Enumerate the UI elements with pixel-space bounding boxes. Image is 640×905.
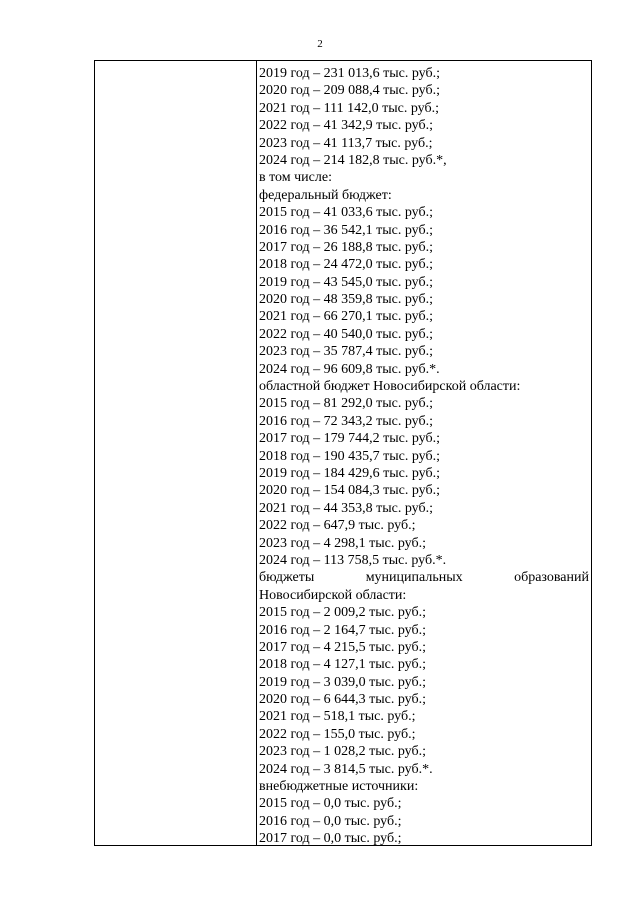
funding-line: 2024 год – 214 182,8 тыс. руб.*, (259, 152, 447, 168)
funding-line: 2022 год – 155,0 тыс. руб.; (259, 726, 416, 742)
funding-line: 2017 год – 0,0 тыс. руб.; (259, 831, 402, 847)
funding-line: 2022 год – 41 342,9 тыс. руб.; (259, 118, 433, 134)
funding-line: 2018 год – 190 435,7 тыс. руб.; (259, 448, 440, 464)
table-left-cell (95, 61, 256, 845)
page-number: 2 (317, 38, 323, 50)
funding-line: 2018 год – 24 472,0 тыс. руб.; (259, 257, 433, 273)
funding-line: 2015 год – 41 033,6 тыс. руб.; (259, 205, 433, 221)
funding-line: 2016 год – 0,0 тыс. руб.; (259, 813, 402, 829)
funding-lines-group-a (259, 65, 589, 569)
funding-line: 2021 год – 518,1 тыс. руб.; (259, 709, 416, 725)
funding-line: внебюджетные источники: (259, 779, 419, 795)
funding-line: федеральный бюджет: (259, 187, 392, 203)
funding-line: областной бюджет Новосибирской области: (259, 379, 521, 395)
funding-lines-group-b (259, 587, 589, 848)
funding-line: 2017 год – 179 744,2 тыс. руб.; (259, 431, 440, 447)
funding-line: 2017 год – 4 215,5 тыс. руб.; (259, 639, 426, 655)
table-right-cell (259, 65, 589, 848)
funding-line: 2019 год – 43 545,0 тыс. руб.; (259, 274, 433, 290)
funding-line: 2023 год – 1 028,2 тыс. руб.; (259, 744, 426, 760)
justified-word: бюджеты (259, 570, 315, 586)
funding-line: 2021 год – 66 270,1 тыс. руб.; (259, 309, 433, 325)
funding-line: 2020 год – 48 359,8 тыс. руб.; (259, 292, 433, 308)
funding-line: 2016 год – 36 542,1 тыс. руб.; (259, 222, 433, 238)
funding-line: 2021 год – 111 142,0 тыс. руб.; (259, 100, 439, 116)
funding-line: 2019 год – 231 013,6 тыс. руб.; (259, 66, 440, 81)
funding-line: 2024 год – 3 814,5 тыс. руб.*. (259, 761, 433, 777)
funding-line: 2022 год – 647,9 тыс. руб.; (259, 518, 416, 534)
funding-line: 2016 год – 2 164,7 тыс. руб.; (259, 622, 426, 638)
funding-line: 2015 год – 0,0 тыс. руб.; (259, 796, 402, 812)
funding-line: 2024 год – 113 758,5 тыс. руб.*. (259, 552, 447, 568)
funding-line: 2019 год – 3 039,0 тыс. руб.; (259, 674, 426, 690)
justified-word: образований (514, 570, 589, 586)
funding-line: 2015 год – 2 009,2 тыс. руб.; (259, 605, 426, 621)
funding-line: 2015 год – 81 292,0 тыс. руб.; (259, 396, 433, 412)
column-divider (256, 61, 257, 845)
justified-line (259, 569, 589, 586)
funding-line: 2020 год – 209 088,4 тыс. руб.; (259, 83, 440, 99)
funding-line: 2020 год – 154 084,3 тыс. руб.; (259, 483, 440, 499)
funding-line: 2023 год – 4 298,1 тыс. руб.; (259, 535, 426, 551)
funding-line: 2017 год – 26 188,8 тыс. руб.; (259, 239, 433, 255)
document-table (94, 60, 592, 846)
funding-line: 2022 год – 40 540,0 тыс. руб.; (259, 326, 433, 342)
justified-word: муниципальных (365, 570, 463, 586)
funding-line: 2018 год – 4 127,1 тыс. руб.; (259, 657, 426, 673)
funding-line: 2024 год – 96 609,8 тыс. руб.*. (259, 361, 440, 377)
funding-line: 2023 год – 41 113,7 тыс. руб.; (259, 135, 433, 151)
funding-line: 2016 год – 72 343,2 тыс. руб.; (259, 413, 433, 429)
funding-line: Новосибирской области: (259, 587, 407, 603)
funding-line: 2020 год – 6 644,3 тыс. руб.; (259, 692, 426, 708)
funding-line: 2021 год – 44 353,8 тыс. руб.; (259, 500, 433, 516)
funding-line: в том числе: (259, 170, 332, 186)
funding-line: 2023 год – 35 787,4 тыс. руб.; (259, 344, 433, 360)
funding-line: 2019 год – 184 429,6 тыс. руб.; (259, 465, 440, 481)
